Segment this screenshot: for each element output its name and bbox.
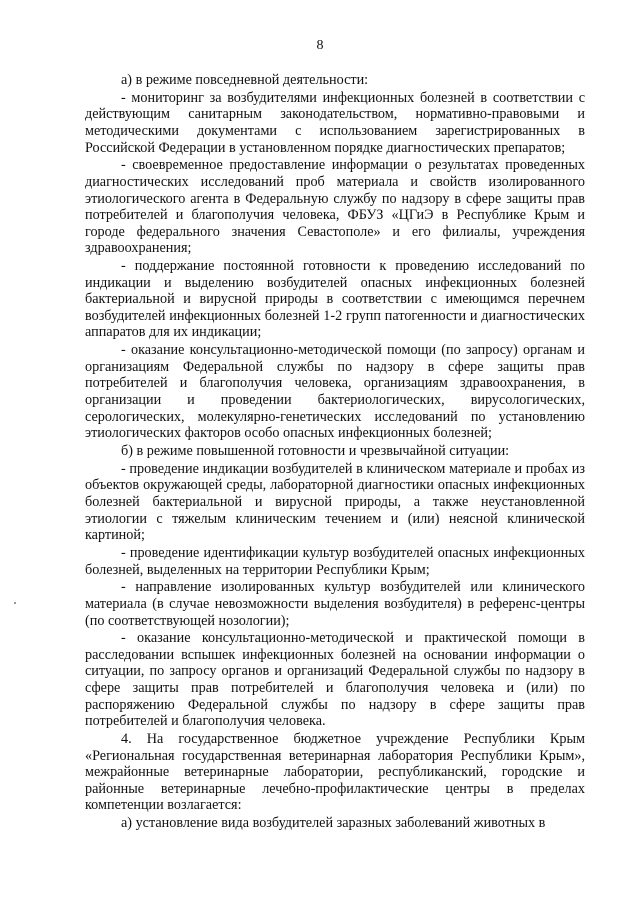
paragraph-outbreak-assistance: - оказание консультационно-методической и практической помощи в расследовании вспышек инфекционных болезней на основании информации о ситуации, по запросу органов и организаций Федеральной службы по надзору в сфере защиты прав потребителей и благополучия человека и (или) по распоряжению Федеральной службы по надзору в сфере защиты прав потребителей и благополучия человека. [85, 630, 585, 730]
paragraph-monitoring: - мониторинг за возбудителями инфекционных болезней в соответствии с действующим санитарным законодательством, нормативно-правовыми и методическими документами с использованием зарегистрированных в Российской Федерации в установленном порядке диагностических препаратов; [85, 89, 585, 156]
paragraph-item-4: 4. На государственное бюджетное учреждение Республики Крым «Региональная государственная ветеринарная лаборатория Республики Крым», межрайонные ветеринарные лаборатории, республиканский, городские и районные ветеринарные лечебно-профилактические центры в пределах компетенции возлагается: [85, 731, 585, 814]
paragraph-item-4a: а) установление вида возбудителей заразных заболеваний животных в [121, 815, 546, 832]
paragraph-mode-daily: а) в режиме повседневной деятельности: [121, 72, 369, 88]
paragraph-identification: - проведение идентификации культур возбудителей опасных инфекционных болезней, выделенных на территории Республики Крым; [85, 544, 585, 578]
paragraph-consultation: - оказание консультационно-методической помощи (по запросу) органам и организациям Федеральной службы по надзору в сфере защиты прав потребителей и благополучия человека, организациям здравоохранения, в организации и проведении бактериологических, вирусологических, серологических, молекулярно-генетических исследований по установлению этиологических факторов особо опасных инфекционных болезней; [85, 342, 585, 442]
page-number: 8 [316, 38, 324, 53]
document-body [85, 72, 585, 833]
paragraph-indication: - проведение индикации возбудителей в клиническом материале и пробах из объектов окружающей среды, лабораторной диагностики опасных инфекционных болезней бактериальной и вирусной природы, а также неустановленной этиологии с тяжелым клиническим течением и (или) неясной клинической картиной; [85, 460, 585, 544]
paragraph-information-provision: - своевременное предоставление информации о результатах проведенных диагностических исследований проб материала и свойств изолированного этиологического агента в Федеральную службу по надзору в сфере защиты прав потребителей и благополучия человека, ФБУЗ «ЦГиЭ в Республике Крым и городе федерального значения Севастополе» и его филиалы, учреждения здравоохранения; [85, 157, 585, 257]
paragraph-readiness: - поддержание постоянной готовности к проведению исследований по индикации и выделению возбудителей опасных инфекционных болезней бактериальной и вирусной природы в соответствии с имеющимся перечнем возбудителей инфекционных болезней 1-2 групп патогенности и диагностических аппаратов для их индикации; [85, 258, 585, 341]
scan-dot-mark [14, 602, 16, 604]
paragraph-mode-emergency: б) в режиме повышенной готовности и чрезвычайной ситуации: [121, 443, 510, 459]
paragraph-referral: - направление изолированных культур возбудителей или клинического материала (в случае невозможности выделения возбудителя) в референс-центры (по соответствующей нозологии); [85, 579, 585, 629]
